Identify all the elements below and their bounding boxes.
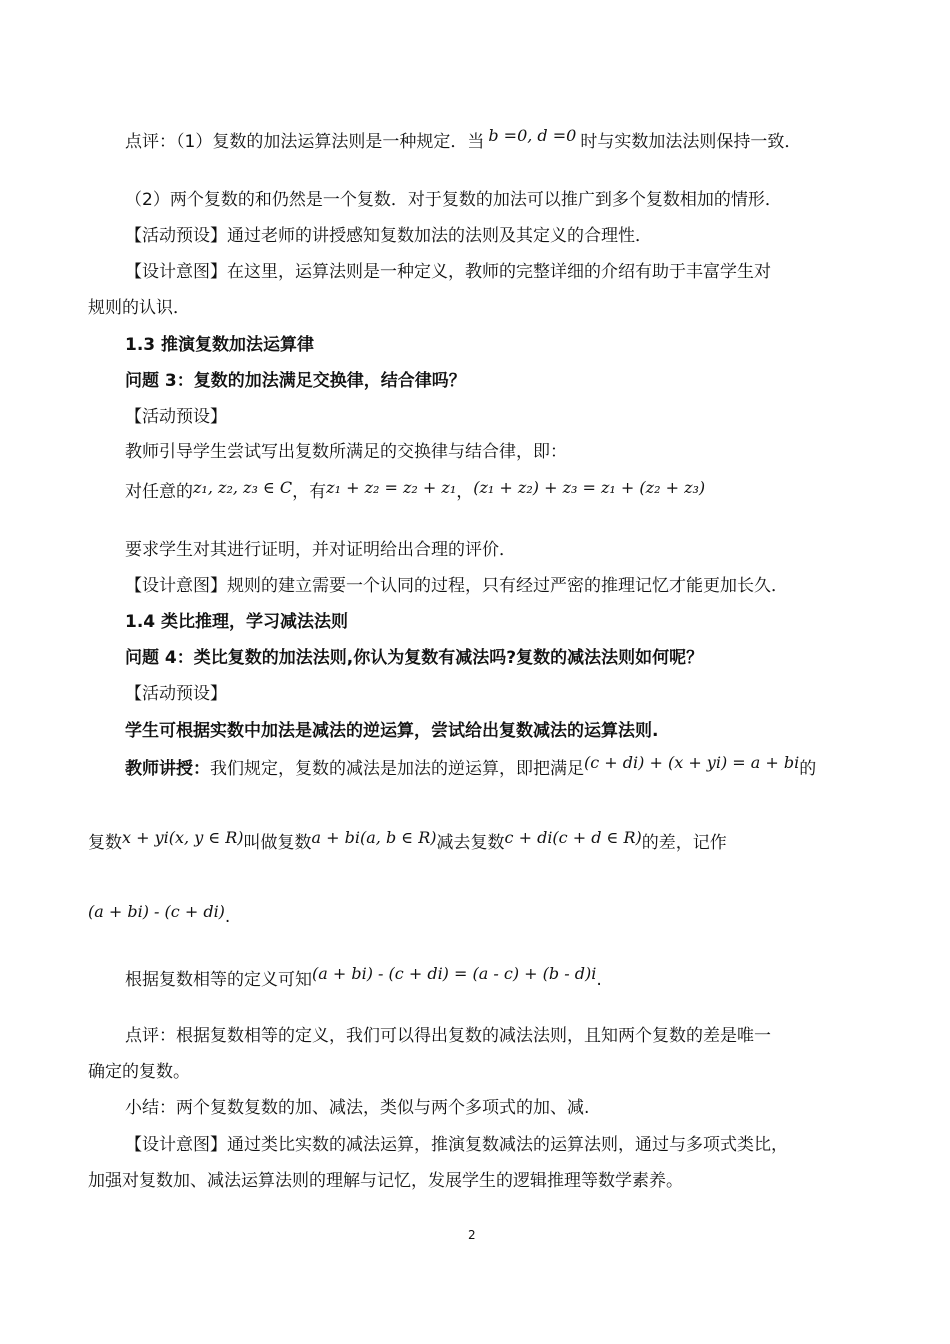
- teacher-guide-line: 教师引导学生尝试写出复数所满足的交换律与结合律，即：: [125, 442, 567, 462]
- subtraction-rule-line: 根据复数相等的定义可知(a + bi) - (c + di) = (a - c) + (b - d)i.: [125, 964, 602, 990]
- comment-line-1: 点评：（1）复数的加法运算法则是一种规定．当 b =0, d =0 时与实数加法法则保持一致．: [125, 126, 802, 152]
- activity-preset-1: 【活动预设】通过老师的讲授感知复数加法的法则及其定义的合理性．: [125, 226, 652, 246]
- difference-notation-line: (a + bi) - (c + di).: [88, 902, 231, 927]
- question-3: 问题 3：复数的加法满足交换律，结合律吗？: [125, 371, 466, 391]
- design-intent-1-cont: 规则的认识．: [88, 298, 190, 318]
- design-intent-3-cont: 加强对复数加、减法运算法则的理解与记忆，发展学生的逻辑推理等数学素养。: [88, 1171, 683, 1191]
- section-1-3-heading: 1.3 推演复数加法运算律: [125, 335, 315, 355]
- math-c-di: c + di(c + d ∈ R): [504, 828, 642, 847]
- math-condition: b =0, d =0: [488, 126, 577, 145]
- student-activity: 学生可根据实数中加法是减法的逆运算，尝试给出复数减法的运算法则.: [125, 721, 659, 741]
- math-a-bi: a + bi(a, b ∈ R): [311, 828, 437, 847]
- math-set: z₁, z₂, z₃ ∈ C: [193, 478, 293, 497]
- question-4: 问题 4：类比复数的加法法则,你认为复数有减法吗?复数的减法法则如何呢？: [125, 648, 704, 668]
- comment-line-3: 点评：根据复数相等的定义，我们可以得出复数的减法法则，且知两个复数的差是唯一: [125, 1026, 771, 1046]
- laws-line: 对任意的z₁, z₂, z₃ ∈ C，有z₁ + z₂ = z₂ + z₁，(z₁ + z₂) + z₃ = z₁ + (z₂ + z₃): [125, 478, 706, 502]
- activity-preset-2: 【活动预设】: [125, 407, 227, 427]
- math-difference: (a + bi) - (c + di): [88, 902, 225, 921]
- summary-line: 小结：两个复数复数的加、减法，类似与两个多项式的加、减.: [125, 1098, 590, 1118]
- page-number: 2: [468, 1228, 476, 1242]
- comment-line-3-cont: 确定的复数。: [88, 1062, 190, 1082]
- math-associative: (z₁ + z₂) + z₃ = z₁ + (z₂ + z₃): [473, 478, 706, 497]
- activity-preset-3: 【活动预设】: [125, 684, 227, 704]
- design-intent-2: 【设计意图】规则的建立需要一个认同的过程，只有经过严密的推理记忆才能更加长久．: [125, 576, 788, 596]
- section-1-4-heading: 1.4 类比推理，学习减法法则: [125, 612, 349, 632]
- teacher-lecture-line: 教师讲授：我们规定，复数的减法是加法的逆运算，即把满足(c + di) + (x + yi) = a + bi的: [125, 753, 817, 779]
- difference-definition-line: 复数x + yi(x, y ∈ R)叫做复数a + bi(a, b ∈ R)减去复数c + di(c + d ∈ R)的差，记作: [88, 828, 727, 853]
- comment-line-2: （2）两个复数的和仍然是一个复数．对于复数的加法可以推广到多个复数相加的情形．: [125, 190, 782, 210]
- math-sum-equation: (c + di) + (x + yi) = a + bi: [584, 753, 800, 772]
- proof-request: 要求学生对其进行证明，并对证明给出合理的评价．: [125, 540, 516, 560]
- math-commutative: z₁ + z₂ = z₂ + z₁: [326, 478, 457, 497]
- math-subtraction-rule: (a + bi) - (c + di) = (a - c) + (b - d)i: [312, 964, 597, 983]
- design-intent-3: 【设计意图】通过类比实数的减法运算，推演复数减法的运算法则，通过与多项式类比，: [125, 1135, 788, 1155]
- math-x-yi: x + yi(x, y ∈ R): [122, 828, 244, 847]
- design-intent-1: 【设计意图】在这里，运算法则是一种定义，教师的完整详细的介绍有助于丰富学生对: [125, 262, 771, 282]
